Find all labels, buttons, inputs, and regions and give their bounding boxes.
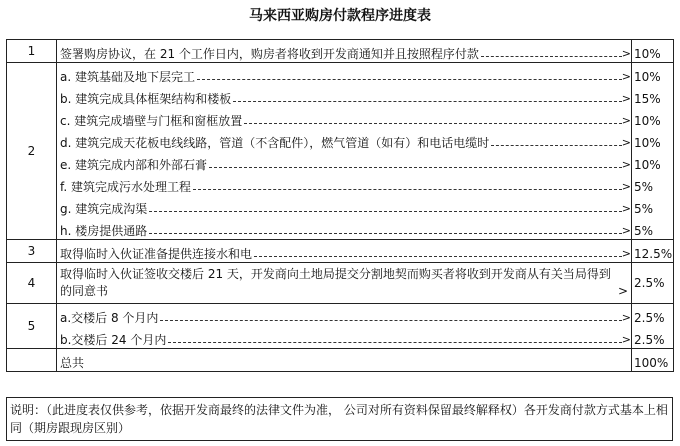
item-text: h. 楼房提供通路 — [60, 224, 148, 238]
dashed-leader — [160, 319, 621, 321]
dashed-leader — [233, 100, 622, 102]
dashed-leader — [149, 232, 622, 234]
dashed-leader — [193, 188, 622, 190]
item-text: c. 建筑完成墙壁与门框和窗框放置 — [60, 114, 243, 128]
arrow-icon: > — [621, 333, 631, 346]
item-text: g. 建筑完成沟渠 — [60, 202, 148, 216]
row-description — [57, 263, 632, 304]
total-label: 总共 — [60, 356, 85, 370]
percentage-value: 10% — [634, 47, 661, 61]
arrow-icon: > — [621, 202, 631, 215]
row-percentage — [632, 263, 674, 304]
table-row — [7, 240, 674, 263]
row-percentage — [632, 40, 674, 63]
row-number: 2 — [7, 63, 57, 240]
payment-schedule-table — [6, 39, 674, 372]
arrow-icon: > — [621, 180, 631, 193]
percentage-value: 5% — [634, 202, 654, 216]
item-text: f. 建筑完成污水处理工程 — [60, 180, 191, 194]
footnote: 说明：（此进度表仅供参考，依据开发商最终的法律文件为准， 公司对所有资料保留最终解释权）各开发商付款方式基本上相同（期房跟现房区别） — [6, 397, 673, 441]
arrow-icon: > — [617, 284, 628, 298]
percentage-value: 12.5% — [634, 247, 673, 261]
item-text: b. 建筑完成具体框架结构和楼板 — [60, 92, 232, 106]
row-percentage — [632, 240, 674, 263]
percentage-value: 5% — [634, 224, 654, 238]
row-description — [57, 304, 632, 349]
percentage-value: 10% — [634, 158, 661, 172]
item-text: b.交楼后 24 个月内 — [60, 333, 167, 347]
dashed-leader — [149, 210, 622, 212]
arrow-icon: > — [621, 114, 631, 127]
arrow-icon: > — [621, 136, 631, 149]
arrow-icon: > — [621, 70, 631, 83]
item-text: 签署购房协议，在 21 个工作日内，购房者将收到开发商通知并且按照程序付款 — [60, 47, 479, 61]
row-description — [57, 40, 632, 63]
row-number: 1 — [7, 40, 57, 63]
total-percentage: 100% — [634, 356, 669, 370]
row-percentage — [632, 349, 674, 372]
dashed-leader — [244, 122, 622, 124]
arrow-icon: > — [621, 92, 631, 105]
percentage-value: 10% — [634, 114, 661, 128]
percentage-value: 2.5% — [634, 276, 665, 290]
dashed-leader — [254, 255, 622, 257]
percentage-value: 5% — [634, 180, 654, 194]
table-row — [7, 304, 674, 349]
row-percentage — [632, 63, 674, 240]
arrow-icon: > — [621, 247, 631, 260]
row-number: 3 — [7, 240, 57, 263]
dashed-leader — [209, 166, 622, 168]
table-row-total — [7, 349, 674, 372]
item-text: 取得临时入伙证签收交楼后 21 天，开发商向土地局提交分割地契而购买者将收到开发商从有关当局得到的同意书 — [60, 267, 611, 298]
row-description — [57, 349, 632, 372]
row-number: 4 — [7, 263, 57, 304]
item-text: e. 建筑完成内部和外部石膏 — [60, 158, 208, 172]
row-description — [57, 63, 632, 240]
row-percentage — [632, 304, 674, 349]
dashed-leader — [168, 341, 621, 343]
percentage-value: 15% — [634, 92, 661, 106]
percentage-value: 10% — [634, 136, 661, 150]
arrow-icon: > — [621, 224, 631, 237]
item-text: a. 建筑基础及地下层完工 — [60, 70, 195, 84]
dashed-leader — [491, 144, 622, 146]
table-row — [7, 40, 674, 63]
table-row — [7, 263, 674, 304]
row-number — [7, 349, 57, 372]
table-title: 马来西亚购房付款程序进度表 — [249, 8, 431, 24]
item-text: a.交楼后 8 个月内 — [60, 311, 159, 325]
percentage-value: 2.5% — [634, 333, 665, 347]
percentage-value: 10% — [634, 70, 661, 84]
dashed-leader — [481, 55, 622, 57]
arrow-icon: > — [621, 158, 631, 171]
item-text: 取得临时入伙证准备提供连接水和电 — [60, 247, 253, 261]
percentage-value: 2.5% — [634, 311, 665, 325]
item-text: d. 建筑完成天花板电线线路，管道（不含配件），燃气管道（如有）和电话电缆时 — [60, 136, 490, 150]
dashed-leader — [197, 78, 622, 80]
row-description — [57, 240, 632, 263]
table-row — [7, 63, 674, 240]
arrow-icon: > — [621, 47, 631, 60]
row-number: 5 — [7, 304, 57, 349]
arrow-icon: > — [621, 311, 631, 324]
